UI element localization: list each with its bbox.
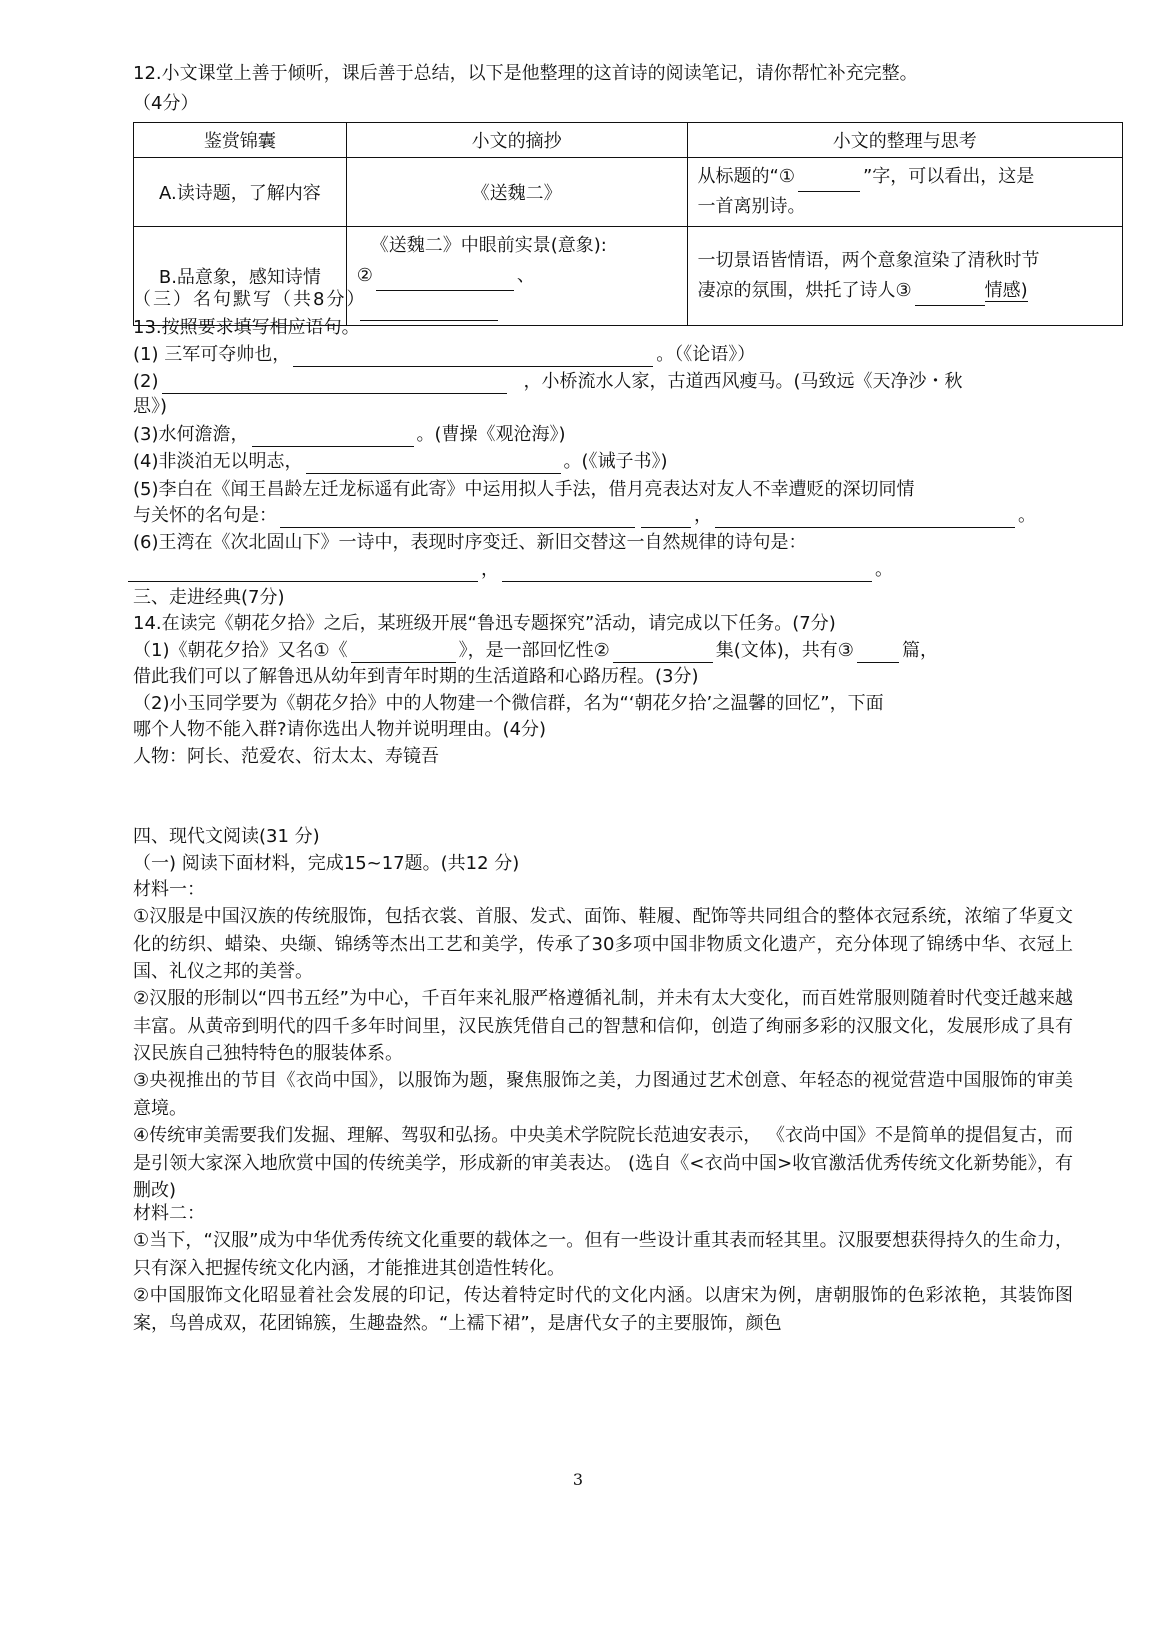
q13-item-6-answer: ， 。: [128, 558, 893, 582]
row-a-method: A.读诗题，了解内容: [134, 158, 347, 227]
material-1-paragraph-2: ②汉服的形制以“四书五经”为中心，千百年来礼服严格遵循礼制，并未有太大变化，而百姓常服则随着时代变迁越来越丰富。从黄帝到明代的四千多年时间里，汉民族凭借自己的智慧和信仰，创造了绚丽多彩的汉服文化，发展形成了具有汉民族自己独特特色的服装体系。: [133, 988, 1073, 1064]
header-cell: 小文的整理与思考: [687, 123, 1123, 158]
answer-blank[interactable]: [502, 561, 872, 582]
q14-title: 14.在读完《朝花夕拾》之后，某班级开展“鲁迅专题探究”活动，请完成以下任务。(7分): [133, 613, 836, 634]
section-3-title: （三）名句默写（共8分）: [133, 289, 367, 310]
q13-item-5: (5)李白在《闻王昌龄左迁龙标遥有此寄》中运用拟人手法，借月亮表达对友人不幸遭贬的深切同情: [133, 479, 915, 500]
q13-item-5-answer: 与关怀的名句是： ， 。: [133, 505, 1036, 526]
q14-characters: 人物：阿长、范爱农、衍太太、寿镜吾: [133, 746, 439, 767]
section-4-title: 四、现代文阅读(31 分): [133, 826, 320, 847]
answer-blank[interactable]: [162, 373, 507, 394]
row-a-notes: 从标题的“① ”字，可以看出，这是 一首离别诗。: [687, 158, 1123, 227]
answer-blank-2a[interactable]: [376, 270, 514, 291]
row-a-excerpt: 《送魏二》: [346, 158, 687, 227]
row-b-method: B.品意象，感知诗情: [134, 227, 347, 326]
header-cell: 鉴赏锦囊: [134, 123, 347, 158]
answer-blank[interactable]: [857, 642, 899, 663]
answer-blank[interactable]: [128, 561, 478, 582]
material-1-paragraph-1: ①汉服是中国汉族的传统服饰，包括衣裳、首服、发式、面饰、鞋履、配饰等共同组合的整体衣冠系统，浓缩了华夏文化的纺织、蜡染、央缬、锦绣等杰出工艺和美学，传承了30多项中国非物质文化遗产，充分体现了锦绣中华、衣冠上国、礼仪之邦的美誉。: [133, 906, 1073, 982]
answer-blank-1[interactable]: [798, 171, 860, 192]
q13-item-2: (2) ，小桥流水人家，古道西风瘦马。(马致远《天净沙・秋: [133, 371, 963, 392]
section-4-subtitle: （一) 阅读下面材料，完成15~17题。(共12 分): [133, 853, 520, 874]
answer-blank[interactable]: [293, 346, 653, 367]
answer-blank-2b[interactable]: [360, 300, 498, 321]
q14-task-2: （2)小玉同学要为《朝花夕拾》中的人物建一个微信群，名为“‘朝花夕拾’之温馨的回忆”，下面: [133, 693, 884, 714]
q12-title: 12.小文课堂上善于倾听，课后善于总结，以下是他整理的这首诗的阅读笔记，请你帮忙补充完整。: [133, 63, 918, 84]
q13-item-6: (6)王湾在《次北固山下》一诗中，表现时序变迁、新旧交替这一自然规律的诗句是：: [133, 532, 807, 553]
q13-title: 13.按照要求填写相应语句。: [133, 317, 360, 338]
row-b-excerpt: 《送魏二》中眼前实景(意象): ② 、: [346, 227, 687, 326]
answer-blank-3[interactable]: [915, 285, 985, 306]
material-1-title: 材料一：: [133, 879, 205, 900]
q14-task-2-cont: 哪个人物不能入群?请你选出人物并说明理由。(4分): [133, 719, 547, 740]
q14-task-1-cont: 借此我们可以了解鲁迅从幼年到青年时期的生活道路和心路历程。(3分): [133, 666, 699, 687]
answer-blank[interactable]: [252, 426, 414, 447]
answer-blank[interactable]: [351, 642, 456, 663]
classics-title: 三、走进经典(7分): [133, 587, 285, 608]
answer-blank[interactable]: [641, 507, 691, 528]
answer-blank[interactable]: [715, 507, 1015, 528]
material-2-title: 材料二：: [133, 1203, 205, 1224]
q13-item-3: (3)水何澹澹， 。(曹操《观沧海》): [133, 424, 566, 445]
page-number: 3: [572, 1470, 584, 1489]
table-header-row: [134, 123, 1123, 158]
q13-item-1: (1) 三军可夺帅也， 。（《论语》）: [133, 344, 756, 365]
answer-blank[interactable]: [613, 642, 713, 663]
material-2-paragraph-2: ②中国服饰文化昭显着社会发展的印记，传达着特定时代的文化内涵。以唐宋为例，唐朝服饰的色彩浓艳，其装饰图案，鸟兽成双，花团锦簇，生趣盎然。“上襦下裙”，是唐代女子的主要服饰，颜色: [133, 1285, 1073, 1334]
q13-item-4: (4)非淡泊无以明志， 。(《诫子书》): [133, 451, 668, 472]
q13-item-2-cont: 思》): [133, 396, 168, 417]
q12-score: （4分）: [133, 93, 199, 114]
row-b-notes: 一切景语皆情语，两个意象渲染了清秋时节 凄凉的氛围，烘托了诗人③ 情感): [687, 227, 1123, 326]
material-2-paragraph-1: ①当下，“汉服”成为中华优秀传统文化重要的载体之一。但有一些设计重其表而轻其里。汉服要想获得持久的生命力，只有深入把握传统文化内涵，才能推进其创造性转化。: [133, 1230, 1073, 1279]
q14-task-1: （1)《朝花夕拾》又名①《 》，是一部回忆性② 集(文体)，共有③ 篇，: [133, 640, 938, 661]
header-cell: 小文的摘抄: [346, 123, 687, 158]
answer-blank[interactable]: [280, 507, 635, 528]
answer-blank[interactable]: [306, 453, 561, 474]
table-row-a: [134, 158, 1123, 227]
material-1-paragraph-3: ③央视推出的节目《衣尚中国》，以服饰为题，聚焦服饰之美，力图通过艺术创意、年轻态的视觉营造中国服饰的审美意境。: [133, 1070, 1073, 1119]
material-1-paragraph-4: ④传统审美需要我们发掘、理解、驾驭和弘扬。中央美术学院院长范迪安表示， 《衣尚中国》不是简单的提倡复古，而是引领大家深入地欣赏中国的传统美学，形成新的审美表达。 (选自《<衣尚中国>收官激活优秀传统文化新势能》，有删改): [133, 1125, 1073, 1201]
